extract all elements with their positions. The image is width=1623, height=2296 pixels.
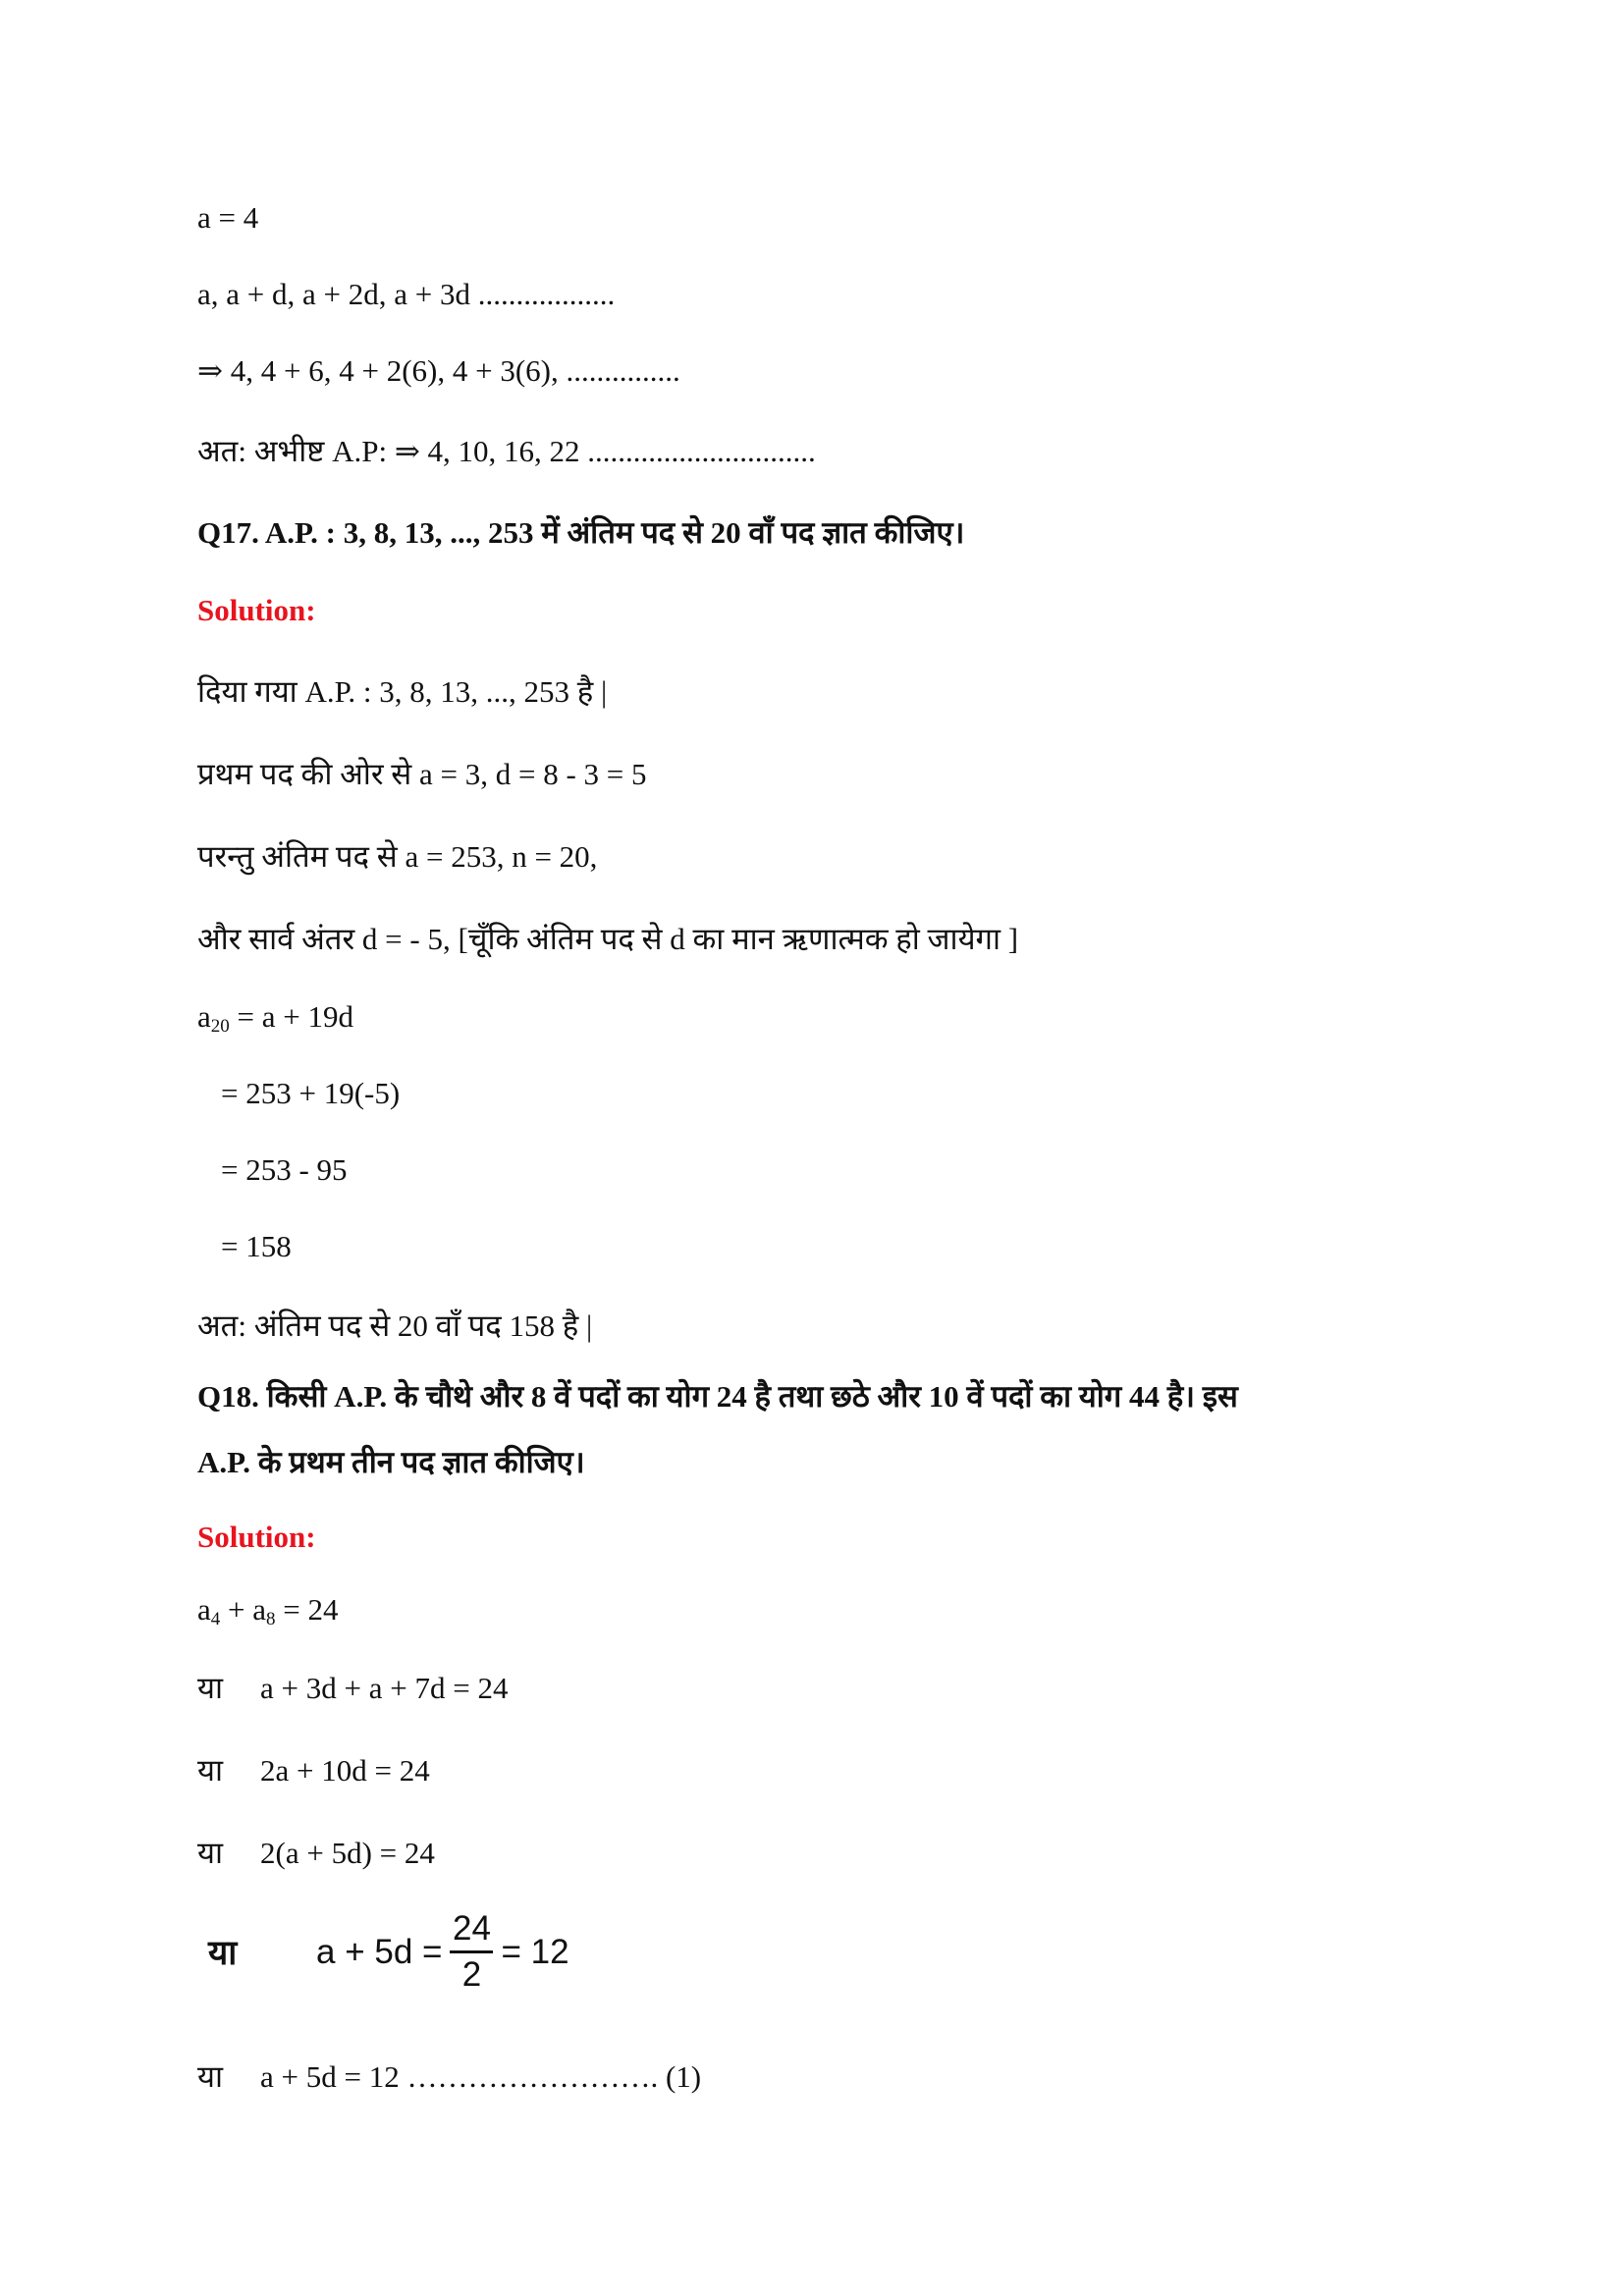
q17-step-1: = 253 + 19(-5): [221, 1076, 401, 1110]
q18-question-line-2: A.P. के प्रथम तीन पद ज्ञात कीजिए।: [197, 1445, 585, 1479]
q18-eq-6: [197, 2059, 701, 2095]
q17-given: दिया गया A.P. : 3, 8, 13, ..., 253 है |: [197, 674, 608, 709]
q17-last-term: परन्तु अंतिम पद से a = 253, n = 20,: [197, 839, 598, 874]
term-subscript: 4: [210, 1609, 221, 1629]
line-a-equals-4: a = 4: [197, 200, 259, 235]
ya-label: या: [197, 2059, 224, 2094]
q17-question: Q17. A.P. : 3, 8, 13, ..., 253 में अंतिम पद से 20 वाँ पद ज्ञात कीजिए।: [197, 515, 965, 550]
equation: 2(a + 5d) = 24: [260, 1836, 435, 1870]
term-base: a: [197, 999, 211, 1034]
equation: a + 3d + a + 7d = 24: [260, 1671, 509, 1705]
ya-label: या: [208, 1934, 238, 1972]
fraction: [450, 1909, 493, 1995]
formula-rest: = a + 19d: [229, 999, 353, 1034]
equation: 2a + 10d = 24: [260, 1753, 430, 1788]
line-ap-substituted: ⇒ 4, 4 + 6, 4 + 2(6), 4 + 3(6), ...............: [197, 353, 680, 388]
term-base: a: [197, 1592, 211, 1627]
q18-eq-4: [197, 1836, 435, 1871]
line-ap-general: a, a + d, a + 2d, a + 3d ..................: [197, 277, 616, 311]
q17-step-2: = 253 - 95: [221, 1152, 348, 1187]
ya-label: या: [197, 1671, 224, 1705]
q18-eq-3: [197, 1753, 430, 1789]
q18-eq-5-fraction: [208, 1909, 569, 1995]
line-ap-result: अत: अभीष्ट A.P: ⇒ 4, 10, 16, 22 ..............................: [197, 434, 816, 468]
equation-lhs: a + 5d =: [316, 1932, 443, 1971]
q17-first-term: प्रथम पद की ओर से a = 3, d = 8 - 3 = 5: [197, 757, 647, 791]
q18-solution-label: Solution:: [197, 1520, 316, 1554]
equation: a + 5d = 12 ……………………. (1): [260, 2059, 702, 2094]
q17-answer: अत: अंतिम पद से 20 वाँ पद 158 है |: [197, 1308, 593, 1343]
ya-label: या: [197, 1753, 224, 1788]
q18-eq-1: [197, 1592, 339, 1628]
ya-label: या: [197, 1836, 224, 1870]
equation-rhs: = 12: [501, 1932, 569, 1971]
fraction-bar: [450, 1950, 493, 1953]
q17-solution-label: Solution:: [197, 593, 316, 627]
q17-step-3: = 158: [221, 1229, 292, 1263]
q17-common-difference: और सार्व अंतर d = - 5, [चूँकि अंतिम पद से d का मान ऋणात्मक हो जायेगा ]: [197, 922, 1019, 956]
plus-term: + a: [220, 1592, 267, 1627]
q18-question-line-1: Q18. किसी A.P. के चौथे और 8 वें पदों का योग 24 है तथा छठे और 10 वें पदों का योग 44 है। इस: [197, 1379, 1238, 1414]
q17-formula: [197, 999, 353, 1035]
term-subscript: 20: [210, 1016, 230, 1037]
equals-value: = 24: [275, 1592, 339, 1627]
fraction-numerator: 24: [452, 1909, 491, 1948]
fraction-denominator: 2: [461, 1955, 482, 1994]
q18-eq-2: [197, 1671, 508, 1706]
term-subscript: 8: [266, 1609, 276, 1629]
